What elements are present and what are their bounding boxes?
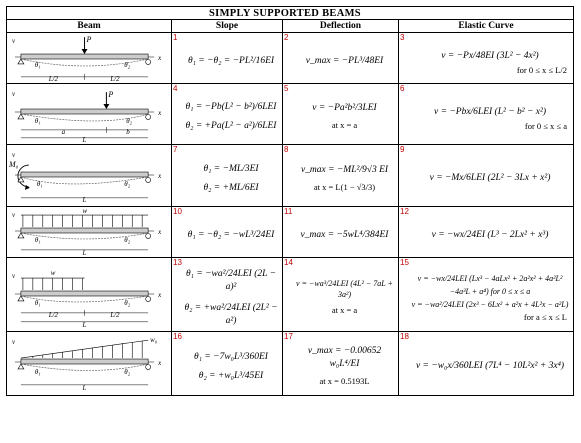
curve-formula: v = −wx/24LEI (Lx³ − 4aLx² + 2a²x² + 4a²L²	[417, 273, 563, 283]
row-number: 10	[173, 207, 182, 216]
svg-text:L: L	[82, 195, 87, 204]
beam-figure	[7, 145, 171, 206]
beam-diagram-5	[7, 258, 172, 332]
beam-diagram-6	[7, 332, 172, 396]
beam-diagram-1	[7, 33, 172, 84]
curve-formula: v = −wa²/24LEI (2x³ − 6Lx² + a²x + 4L²x − a²L)	[411, 299, 569, 309]
svg-text:x: x	[158, 108, 162, 117]
curve-formula: v = −wx/24EI (L³ − 2Lx² + x³)	[431, 229, 549, 240]
header-beam: Beam	[7, 20, 172, 33]
svg-text:θ₁: θ₁	[36, 179, 43, 188]
curve-note: for 0 ≤ x ≤ a	[524, 120, 567, 131]
row-number: 12	[400, 207, 409, 216]
row-number: 4	[173, 84, 178, 93]
curve-cell-5	[399, 258, 574, 332]
svg-text:v: v	[11, 151, 16, 160]
slope-cell-3	[172, 145, 283, 207]
svg-text:θ₂: θ₂	[124, 367, 131, 376]
svg-text:x: x	[158, 171, 162, 180]
deflection-formula: v_max = −PL³/48EI	[305, 55, 384, 66]
row-number: 1	[173, 33, 178, 42]
row-number: 18	[400, 332, 409, 341]
slope-formula: θ₁ = −ML/3EI	[203, 163, 259, 174]
svg-text:L: L	[82, 320, 87, 329]
svg-text:θ₂: θ₂	[124, 298, 131, 307]
svg-text:θ₁: θ₁	[34, 298, 41, 307]
table-row	[7, 33, 574, 84]
row-number: 9	[400, 145, 405, 154]
svg-text:v: v	[11, 37, 16, 46]
deflection-formula: v_max = −5wL⁴/384EI	[300, 229, 389, 240]
curve-formula: v = −Mx/6LEI (2L² − 3Lx + x²)	[429, 173, 551, 183]
svg-text:v: v	[11, 272, 16, 281]
deflection-note: at x = a	[331, 304, 358, 315]
deflection-cell-5	[283, 258, 399, 332]
svg-text:x: x	[158, 358, 162, 367]
deflection-formula: v_max = −0.00652 w₀L⁴/EI	[307, 346, 382, 369]
svg-text:v: v	[11, 338, 16, 347]
svg-text:θ₂: θ₂	[124, 235, 131, 244]
header-elastic-curve: Elastic Curve	[399, 20, 574, 33]
slope-formula: θ₂ = +ML/6EI	[203, 182, 259, 193]
deflection-cell-6	[283, 332, 399, 396]
deflection-cell-3	[283, 145, 399, 207]
table-sheet	[6, 6, 573, 437]
slope-formula: θ₁ = −Pb(L² − b²)/6LEI	[185, 102, 277, 112]
svg-text:L: L	[82, 248, 87, 257]
svg-text:a: a	[61, 127, 66, 136]
curve-note: for a ≤ x ≤ L	[523, 311, 567, 322]
curve-cell-3	[399, 145, 574, 207]
row-number: 5	[284, 84, 289, 93]
slope-formula: θ₂ = +w₀L³/45EI	[198, 370, 264, 381]
row-number: 6	[400, 84, 405, 93]
slope-cell-2	[172, 84, 283, 145]
slope-cell-4	[172, 207, 283, 258]
row-number: 8	[284, 145, 289, 154]
svg-text:L/2: L/2	[110, 310, 120, 319]
svg-text:P: P	[108, 90, 114, 100]
row-number: 14	[284, 258, 293, 267]
row-number: 15	[400, 258, 409, 267]
svg-text:θ₁: θ₁	[34, 116, 41, 125]
curve-cell-6	[399, 332, 574, 396]
table-row	[7, 145, 574, 207]
curve-cell-1	[399, 33, 574, 84]
curve-note: for 0 ≤ x ≤ L/2	[516, 64, 567, 75]
slope-cell-6	[172, 332, 283, 396]
table-row	[7, 332, 574, 396]
row-number: 16	[173, 332, 182, 341]
deflection-cell-4	[283, 207, 399, 258]
svg-text:L/2: L/2	[48, 310, 59, 319]
beam-diagram-2	[7, 84, 172, 145]
deflection-formula: v = −wa³/24LEI (4L² − 7aL + 3a²)	[296, 278, 393, 299]
table-row	[7, 84, 574, 145]
deflection-formula: v_max = −ML²/9√3 EI	[300, 164, 389, 175]
svg-text:x: x	[158, 227, 162, 236]
svg-text:L: L	[82, 383, 87, 392]
beam-diagram-4	[7, 207, 172, 258]
curve-formula: v = −w₀x/360LEI (7L⁴ − 10L²x² + 3x⁴)	[415, 361, 565, 371]
table-row	[7, 207, 574, 258]
svg-text:M₀: M₀	[8, 160, 19, 170]
beam-figure	[7, 207, 171, 257]
svg-text:θ₁: θ₁	[34, 367, 41, 376]
svg-text:w: w	[82, 207, 88, 216]
curve-cell-4	[399, 207, 574, 258]
beam-figure	[7, 258, 171, 331]
row-number: 11	[284, 207, 293, 216]
row-number: 3	[400, 33, 405, 42]
row-number: 7	[173, 145, 178, 154]
svg-text:w₀: w₀	[150, 336, 158, 345]
beam-diagram-3	[7, 145, 172, 207]
svg-text:x: x	[158, 53, 162, 62]
slope-cell-5	[172, 258, 283, 332]
curve-formula: v = −Px/48EI (3L² − 4x²)	[441, 50, 539, 61]
svg-text:L/2: L/2	[48, 74, 59, 83]
svg-text:b: b	[126, 127, 130, 136]
header-deflection: Deflection	[283, 20, 399, 33]
beam-figure	[7, 332, 171, 395]
deflection-note: at x = L(1 − √3/3)	[313, 181, 376, 192]
svg-text:θ₁: θ₁	[34, 60, 41, 69]
curve-formula: v = −Pbx/6LEI (L² − b² − x²)	[433, 106, 546, 117]
slope-formula: θ₁ = −wa²/24LEI (2L − a)²	[185, 268, 277, 292]
curve-formula: −4a³L + a⁴) for 0 ≤ x ≤ a	[449, 286, 531, 296]
table-title: SIMPLY SUPPORTED BEAMS	[172, 7, 399, 20]
slope-formula: θ₂ = +Pa(L² − a²)/6LEI	[185, 121, 277, 131]
svg-text:P: P	[86, 35, 92, 45]
slope-formula: θ₁ = −7w₀L³/360EI	[194, 351, 268, 362]
svg-text:x: x	[158, 290, 162, 299]
svg-text:θ₂: θ₂	[126, 116, 133, 125]
slope-formula: θ₁ = −θ₂ = −PL²/16EI	[187, 55, 275, 66]
curve-cell-2	[399, 84, 574, 145]
deflection-cell-2	[283, 84, 399, 145]
svg-text:L/2: L/2	[110, 74, 120, 83]
svg-text:w: w	[50, 269, 56, 278]
table-row	[7, 258, 574, 332]
deflection-note: at x = a	[331, 120, 358, 130]
simply-supported-beams-table	[6, 6, 574, 396]
deflection-formula: v = −Pa²b²/3LEI	[312, 103, 377, 113]
slope-formula: θ₁ = −θ₂ = −wL³/24EI	[187, 229, 275, 240]
deflection-cell-1	[283, 33, 399, 84]
row-number: 17	[284, 332, 293, 341]
beam-figure	[7, 33, 171, 83]
svg-text:v: v	[11, 211, 16, 220]
header-slope: Slope	[172, 20, 283, 33]
beam-figure	[7, 84, 171, 144]
row-number: 13	[173, 258, 182, 267]
svg-text:v: v	[11, 90, 16, 99]
svg-text:θ₂: θ₂	[124, 179, 131, 188]
svg-text:L: L	[82, 135, 87, 144]
row-number: 2	[284, 33, 289, 42]
svg-text:θ₁: θ₁	[34, 235, 41, 244]
slope-cell-1	[172, 33, 283, 84]
svg-text:θ₂: θ₂	[124, 60, 131, 69]
slope-formula: θ₂ = +wa²/24LEI (2L² − a²)	[184, 302, 278, 326]
deflection-note: at x = 0.5193L	[319, 376, 370, 386]
